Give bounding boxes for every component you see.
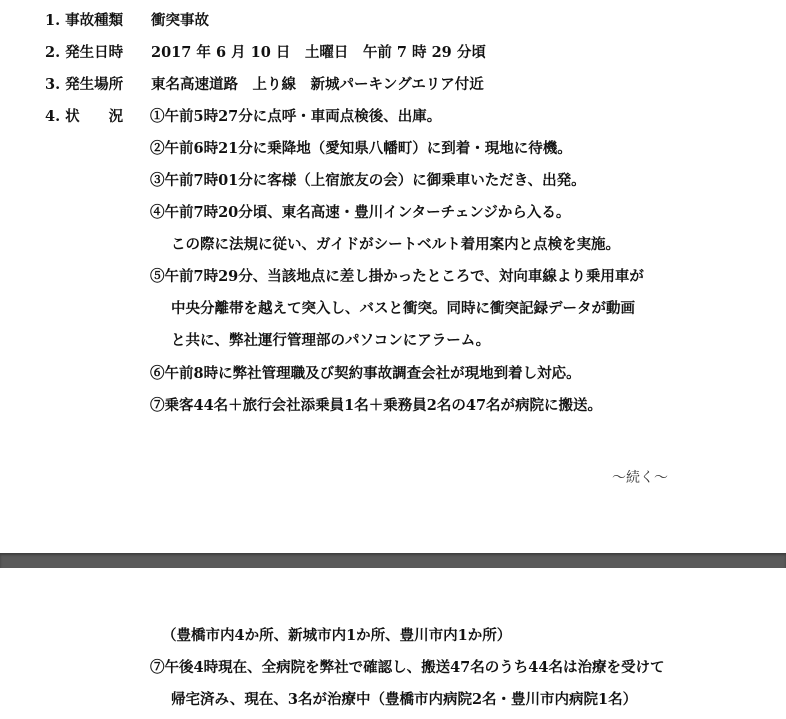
- page2-item-continuation: 帰宅済み、現在、3名が治療中（豊橋市内病院2名・豊川市内病院1名）: [171, 691, 638, 708]
- continued-note: ～続く～: [612, 470, 668, 486]
- page2-item: ⑦午後4時現在、全病院を弊社で確認し、搬送47名のうち44名は治療を受けて: [150, 659, 665, 676]
- status-item: ②午前6時21分に乗降地（愛知県八幡町）に到着・現地に待機。: [150, 140, 572, 157]
- row-value: 東名高速道路 上り線 新城パーキングエリア付近: [151, 76, 484, 93]
- page2-item-continuation: （豊橋市内4か所、新城市内1か所、豊川市内1か所）: [162, 627, 512, 644]
- row-value: 衝突事故: [151, 12, 209, 29]
- row-label: 4. 状 況: [45, 108, 124, 125]
- row-value: 2017 年 6 月 10 日 土曜日 午前 7 時 29 分頃: [151, 44, 486, 61]
- status-item-continuation: この際に法規に従い、ガイドがシートベルト着用案内と点検を実施。: [171, 236, 621, 253]
- row-label: 1. 事故種類: [45, 12, 124, 29]
- page-separator: [0, 553, 786, 568]
- status-item: ④午前7時20分頃、東名高速・豊川インターチェンジから入る。: [150, 204, 571, 221]
- status-item: ⑥午前8時に弊社管理職及び契約事故調査会社が現地到着し対応。: [150, 365, 581, 382]
- row-label: 2. 発生日時: [45, 44, 124, 61]
- status-item: ⑤午前7時29分、当該地点に差し掛かったところで、対向車線より乗用車が: [150, 268, 644, 285]
- document-page-2: [0, 568, 786, 719]
- status-item: ③午前7時01分に客様（上宿旅友の会）に御乗車いただき、出発。: [150, 172, 586, 189]
- status-item-continuation: と共に、弊社運行管理部のパソコンにアラーム。: [171, 332, 491, 349]
- status-item-continuation: 中央分離帯を越えて突入し、バスと衝突。同時に衝突記録データが動画: [171, 300, 635, 317]
- status-item: ⑦乗客44名＋旅行会社添乗員1名＋乗務員2名の47名が病院に搬送。: [150, 397, 603, 414]
- row-label: 3. 発生場所: [45, 76, 124, 93]
- status-item: ①午前5時27分に点呼・車両点検後、出庫。: [150, 108, 442, 125]
